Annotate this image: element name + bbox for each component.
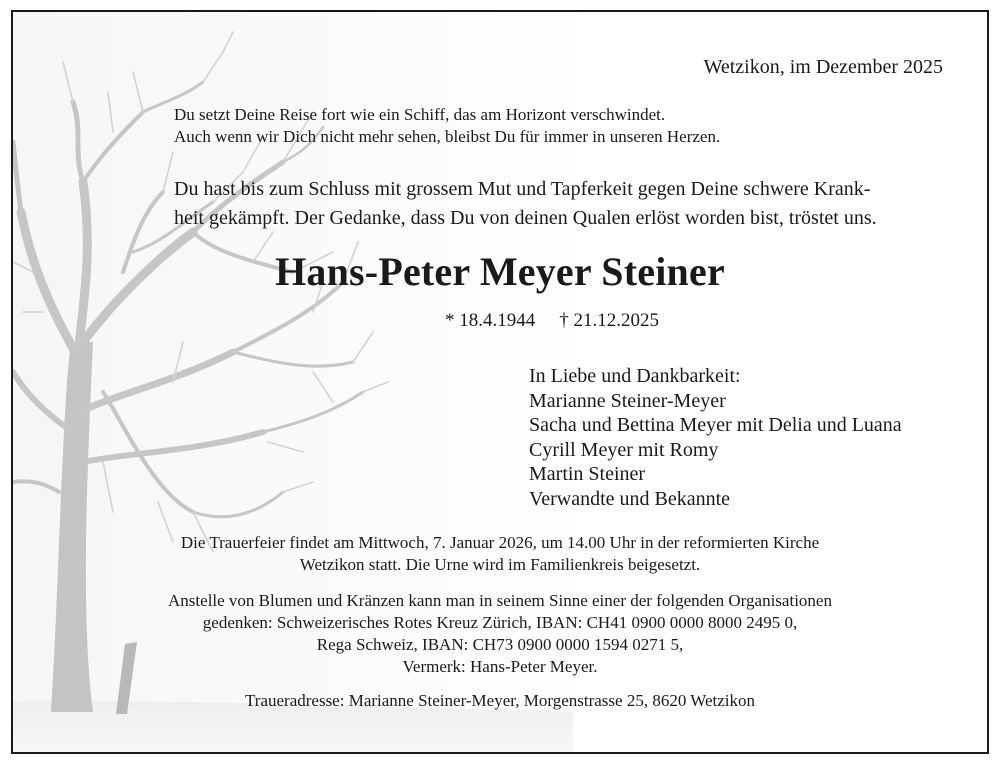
- obituary-notice: [11, 10, 989, 754]
- donation-line: gedenken: Schweizerisches Rotes Kreuz Zürich, IBAN: CH41 0900 0000 8000 2495 0,: [202, 613, 798, 632]
- life-dates: [445, 310, 659, 332]
- deceased-name: Hans-Peter Meyer Steiner: [275, 249, 725, 294]
- poem: [174, 104, 720, 148]
- donation-line: Anstelle von Blumen und Kränzen kann man in seinem Sinne einer der folgenden Organisationen: [168, 591, 832, 610]
- tribute-text: [174, 175, 877, 233]
- place-and-date: Wetzikon, im Dezember 2025: [703, 56, 943, 78]
- mourning-address: Traueradresse: Marianne Steiner-Meyer, Morgenstrasse 25, 8620 Wetzikon: [245, 691, 755, 710]
- poem-line: Du setzt Deine Reise fort wie ein Schiff, das am Horizont verschwindet.: [174, 105, 666, 124]
- service-line: Die Trauerfeier findet am Mittwoch, 7. Januar 2026, um 14.00 Uhr in der reformierten Kirche: [180, 533, 820, 552]
- mourner-name: Sacha und Bettina Meyer mit Delia und Luana: [529, 414, 902, 436]
- mourner-name: Marianne Steiner-Meyer: [529, 389, 726, 412]
- donation-line: Vermerk: Hans-Peter Meyer.: [402, 657, 598, 676]
- donation-line: Rega Schweiz, IBAN: CH73 0900 0000 1594 0271 5,: [316, 635, 684, 654]
- birth-date: * 18.4.1944: [445, 310, 536, 331]
- mourner-name: Cyrill Meyer mit Romy: [529, 438, 719, 461]
- mourners-list: [529, 364, 902, 511]
- mourner-name: Martin Steiner: [529, 463, 646, 485]
- poem-line: Auch wenn wir Dich nicht mehr sehen, bleibst Du für immer in unseren Herzen.: [174, 127, 721, 146]
- mourners-intro: In Liebe und Dankbarkeit:: [529, 365, 741, 387]
- donation-info: [13, 590, 987, 678]
- service-line: Wetzikon statt. Die Urne wird im Familienkreis beigesetzt.: [299, 555, 701, 574]
- mourner-name: Verwandte und Bekannte: [529, 487, 731, 510]
- tribute-line: heit gekämpft. Der Gedanke, dass Du von deinen Qualen erlöst worden bist, tröstet uns.: [174, 207, 877, 229]
- death-date: † 21.12.2025: [559, 310, 659, 331]
- funeral-service-info: [13, 532, 987, 576]
- tribute-line: Du hast bis zum Schluss mit grossem Mut und Tapferkeit gegen Deine schwere Krank-: [174, 178, 871, 200]
